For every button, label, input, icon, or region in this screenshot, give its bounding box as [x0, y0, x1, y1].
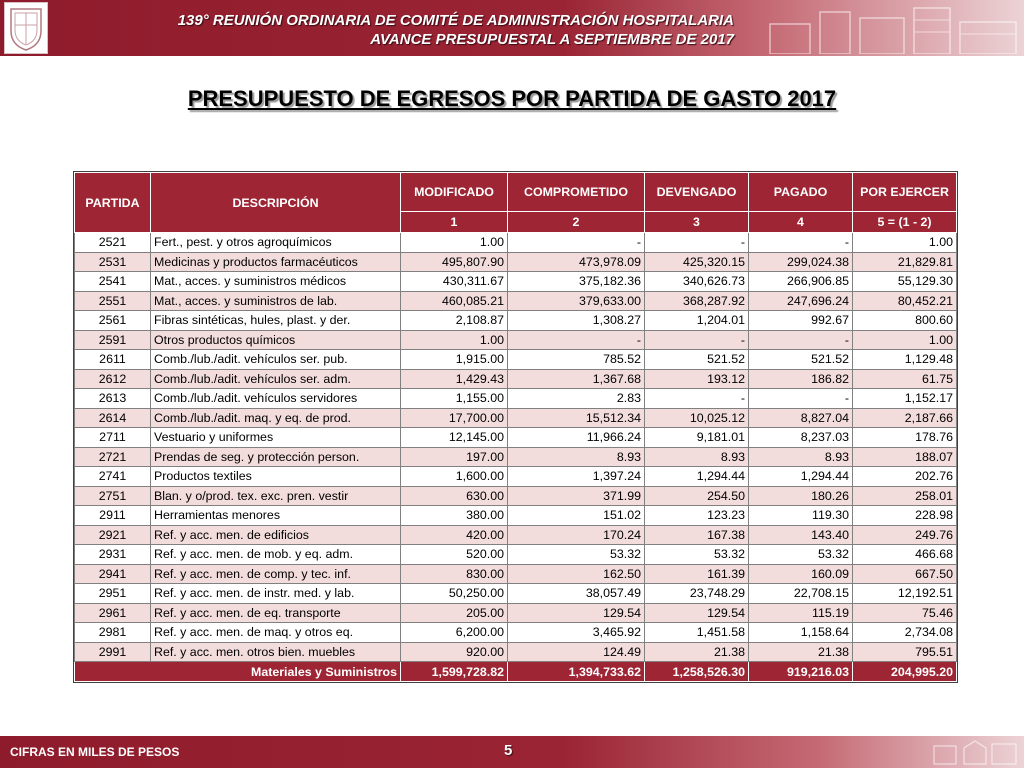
cell-pagado: 22,708.15 — [749, 584, 853, 604]
subheader-2: 2 — [508, 212, 645, 233]
cell-pagado: 21.38 — [749, 642, 853, 662]
table-row — [75, 389, 957, 409]
cell-modificado: 630.00 — [401, 486, 508, 506]
cell-partida: 2541 — [75, 272, 151, 292]
cell-comprometido: 2.83 — [508, 389, 645, 409]
cell-descripcion: Prendas de seg. y protección person. — [151, 447, 401, 467]
cell-pagado: 160.09 — [749, 564, 853, 584]
cell-por-ejercer: 2,734.08 — [853, 623, 957, 643]
cell-comprometido: 473,978.09 — [508, 252, 645, 272]
cell-descripcion: Ref. y acc. men. de maq. y otros eq. — [151, 623, 401, 643]
table-body — [75, 233, 957, 662]
total-label: Materiales y Suministros — [75, 662, 401, 682]
cell-modificado: 920.00 — [401, 642, 508, 662]
cell-descripcion: Ref. y acc. men. de comp. y tec. inf. — [151, 564, 401, 584]
total-pagado: 919,216.03 — [749, 662, 853, 682]
cell-partida: 2612 — [75, 369, 151, 389]
cell-devengado: 123.23 — [645, 506, 749, 526]
cell-descripcion: Blan. y o/prod. tex. exc. pren. vestir — [151, 486, 401, 506]
cell-devengado: 193.12 — [645, 369, 749, 389]
cell-modificado: 2,108.87 — [401, 311, 508, 331]
cell-por-ejercer: 80,452.21 — [853, 291, 957, 311]
cell-por-ejercer: 75.46 — [853, 603, 957, 623]
header-title — [178, 11, 734, 49]
cell-comprometido: 1,397.24 — [508, 467, 645, 487]
cell-pagado: 53.32 — [749, 545, 853, 565]
subheader-3: 3 — [645, 212, 749, 233]
table-row — [75, 330, 957, 350]
total-comprometido: 1,394,733.62 — [508, 662, 645, 682]
cell-pagado: - — [749, 233, 853, 253]
cell-partida: 2921 — [75, 525, 151, 545]
cell-descripcion: Ref. y acc. men. otros bien. muebles — [151, 642, 401, 662]
cell-descripcion: Comb./lub./adit. vehículos ser. adm. — [151, 369, 401, 389]
cell-por-ejercer: 667.50 — [853, 564, 957, 584]
cell-devengado: 340,626.73 — [645, 272, 749, 292]
cell-por-ejercer: 178.76 — [853, 428, 957, 448]
cell-comprometido: 3,465.92 — [508, 623, 645, 643]
cell-partida: 2551 — [75, 291, 151, 311]
cell-partida: 2961 — [75, 603, 151, 623]
cell-por-ejercer: 1.00 — [853, 330, 957, 350]
cell-comprometido: 375,182.36 — [508, 272, 645, 292]
cell-comprometido: 124.49 — [508, 642, 645, 662]
table-row — [75, 428, 957, 448]
subheader-5: 5 = (1 - 2) — [853, 212, 957, 233]
cell-partida: 2751 — [75, 486, 151, 506]
budget-table — [74, 172, 957, 682]
table-row — [75, 311, 957, 331]
cell-partida: 2521 — [75, 233, 151, 253]
footer-emblem-illustration — [930, 738, 1020, 766]
cell-partida: 2614 — [75, 408, 151, 428]
cell-pagado: 299,024.38 — [749, 252, 853, 272]
cell-modificado: 495,807.90 — [401, 252, 508, 272]
cell-por-ejercer: 258.01 — [853, 486, 957, 506]
cell-por-ejercer: 228.98 — [853, 506, 957, 526]
cell-partida: 2561 — [75, 311, 151, 331]
cell-partida: 2931 — [75, 545, 151, 565]
table-row — [75, 369, 957, 389]
cell-partida: 2991 — [75, 642, 151, 662]
cell-modificado: 1,600.00 — [401, 467, 508, 487]
table-row — [75, 447, 957, 467]
page-number: 5 — [504, 742, 513, 759]
cell-partida: 2591 — [75, 330, 151, 350]
header-modificado: MODIFICADO — [401, 173, 508, 212]
cell-modificado: 380.00 — [401, 506, 508, 526]
cell-devengado: - — [645, 330, 749, 350]
cell-comprometido: 371.99 — [508, 486, 645, 506]
cell-devengado: 8.93 — [645, 447, 749, 467]
cell-descripcion: Comb./lub./adit. vehículos servidores — [151, 389, 401, 409]
cell-modificado: 420.00 — [401, 525, 508, 545]
cell-comprometido: 1,308.27 — [508, 311, 645, 331]
cell-pagado: 266,906.85 — [749, 272, 853, 292]
cell-modificado: 1,915.00 — [401, 350, 508, 370]
table-row — [75, 291, 957, 311]
cell-devengado: 425,320.15 — [645, 252, 749, 272]
cell-por-ejercer: 795.51 — [853, 642, 957, 662]
cell-devengado: 53.32 — [645, 545, 749, 565]
cell-pagado: 8,827.04 — [749, 408, 853, 428]
table-header-row — [75, 173, 957, 212]
cell-devengado: 254.50 — [645, 486, 749, 506]
cell-por-ejercer: 2,187.66 — [853, 408, 957, 428]
table-row — [75, 252, 957, 272]
cell-modificado: 1,429.43 — [401, 369, 508, 389]
cell-devengado: 10,025.12 — [645, 408, 749, 428]
cell-por-ejercer: 202.76 — [853, 467, 957, 487]
header-descripcion: DESCRIPCIÓN — [151, 173, 401, 233]
table-row — [75, 506, 957, 526]
cell-descripcion: Mat., acces. y suministros de lab. — [151, 291, 401, 311]
cell-modificado: 460,085.21 — [401, 291, 508, 311]
header-comprometido: COMPROMETIDO — [508, 173, 645, 212]
cell-descripcion: Otros productos químicos — [151, 330, 401, 350]
cell-partida: 2613 — [75, 389, 151, 409]
cell-modificado: 830.00 — [401, 564, 508, 584]
cell-modificado: 12,145.00 — [401, 428, 508, 448]
cell-modificado: 1,155.00 — [401, 389, 508, 409]
cell-por-ejercer: 1,152.17 — [853, 389, 957, 409]
cell-descripcion: Mat., acces. y suministros médicos — [151, 272, 401, 292]
cell-partida: 2911 — [75, 506, 151, 526]
cell-partida: 2611 — [75, 350, 151, 370]
subheader-4: 4 — [749, 212, 853, 233]
cell-descripcion: Herramientas menores — [151, 506, 401, 526]
cell-modificado: 1.00 — [401, 233, 508, 253]
cell-partida: 2721 — [75, 447, 151, 467]
header-devengado: DEVENGADO — [645, 173, 749, 212]
cell-modificado: 6,200.00 — [401, 623, 508, 643]
cell-comprometido: - — [508, 330, 645, 350]
cell-descripcion: Ref. y acc. men. de instr. med. y lab. — [151, 584, 401, 604]
cell-por-ejercer: 61.75 — [853, 369, 957, 389]
total-devengado: 1,258,526.30 — [645, 662, 749, 682]
cell-modificado: 17,700.00 — [401, 408, 508, 428]
cell-descripcion: Ref. y acc. men. de mob. y eq. adm. — [151, 545, 401, 565]
cell-por-ejercer: 188.07 — [853, 447, 957, 467]
cell-comprometido: 162.50 — [508, 564, 645, 584]
cell-partida: 2981 — [75, 623, 151, 643]
cell-descripcion: Vestuario y uniformes — [151, 428, 401, 448]
slide-header — [0, 0, 1024, 56]
cell-pagado: 521.52 — [749, 350, 853, 370]
table-row — [75, 233, 957, 253]
cell-descripcion: Ref. y acc. men. de edificios — [151, 525, 401, 545]
cell-descripcion: Comb./lub./adit. maq. y eq. de prod. — [151, 408, 401, 428]
cell-por-ejercer: 800.60 — [853, 311, 957, 331]
cell-por-ejercer: 1,129.48 — [853, 350, 957, 370]
cell-por-ejercer: 249.76 — [853, 525, 957, 545]
table-row — [75, 525, 957, 545]
table-row — [75, 408, 957, 428]
cell-descripcion: Fert., pest. y otros agroquímicos — [151, 233, 401, 253]
table-row — [75, 350, 957, 370]
cell-modificado: 1.00 — [401, 330, 508, 350]
header-por-ejercer: POR EJERCER — [853, 173, 957, 212]
cell-pagado: 180.26 — [749, 486, 853, 506]
table-row — [75, 584, 957, 604]
total-por-ejercer: 204,995.20 — [853, 662, 957, 682]
cell-comprometido: 785.52 — [508, 350, 645, 370]
header-partida: PARTIDA — [75, 173, 151, 233]
cell-comprometido: 151.02 — [508, 506, 645, 526]
table-row — [75, 545, 957, 565]
cell-comprometido: 11,966.24 — [508, 428, 645, 448]
cell-modificado: 520.00 — [401, 545, 508, 565]
cell-devengado: 1,294.44 — [645, 467, 749, 487]
cell-partida: 2711 — [75, 428, 151, 448]
cell-pagado: 1,158.64 — [749, 623, 853, 643]
cell-comprometido: - — [508, 233, 645, 253]
cell-pagado: 247,696.24 — [749, 291, 853, 311]
cell-partida: 2951 — [75, 584, 151, 604]
cell-pagado: 186.82 — [749, 369, 853, 389]
table-row — [75, 467, 957, 487]
cell-descripcion: Comb./lub./adit. vehículos ser. pub. — [151, 350, 401, 370]
cell-devengado: 521.52 — [645, 350, 749, 370]
header-title-line1: 139° REUNIÓN ORDINARIA DE COMITÉ DE ADMINISTRACIÓN HOSPITALARIA — [177, 12, 734, 29]
table-row — [75, 564, 957, 584]
cell-partida: 2741 — [75, 467, 151, 487]
table-row — [75, 486, 957, 506]
cell-devengado: 368,287.92 — [645, 291, 749, 311]
page-title: PRESUPUESTO DE EGRESOS POR PARTIDA DE GASTO 2017 — [187, 86, 837, 111]
cell-comprometido: 15,512.34 — [508, 408, 645, 428]
total-modificado: 1,599,728.82 — [401, 662, 508, 682]
table-row — [75, 272, 957, 292]
cell-pagado: 8.93 — [749, 447, 853, 467]
cell-pagado: - — [749, 389, 853, 409]
cell-comprometido: 129.54 — [508, 603, 645, 623]
cell-devengado: 1,451.58 — [645, 623, 749, 643]
cell-devengado: 161.39 — [645, 564, 749, 584]
cell-comprometido: 53.32 — [508, 545, 645, 565]
cell-pagado: 119.30 — [749, 506, 853, 526]
table-row — [75, 603, 957, 623]
cell-descripcion: Medicinas y productos farmacéuticos — [151, 252, 401, 272]
cell-devengado: 129.54 — [645, 603, 749, 623]
cell-pagado: 992.67 — [749, 311, 853, 331]
subheader-1: 1 — [401, 212, 508, 233]
cell-por-ejercer: 466.68 — [853, 545, 957, 565]
cell-descripcion: Fibras sintéticas, hules, plast. y der. — [151, 311, 401, 331]
cell-modificado: 197.00 — [401, 447, 508, 467]
cell-partida: 2531 — [75, 252, 151, 272]
table-row — [75, 623, 957, 643]
slide-footer — [0, 736, 1024, 768]
cell-pagado: 115.19 — [749, 603, 853, 623]
cell-comprometido: 379,633.00 — [508, 291, 645, 311]
table-total-row — [75, 662, 957, 682]
header-pagado: PAGADO — [749, 173, 853, 212]
university-crest-logo — [4, 2, 48, 54]
cell-modificado: 50,250.00 — [401, 584, 508, 604]
cell-descripcion: Ref. y acc. men. de eq. transporte — [151, 603, 401, 623]
cell-comprometido: 1,367.68 — [508, 369, 645, 389]
cell-devengado: 23,748.29 — [645, 584, 749, 604]
cell-comprometido: 170.24 — [508, 525, 645, 545]
cell-pagado: 143.40 — [749, 525, 853, 545]
cell-por-ejercer: 21,829.81 — [853, 252, 957, 272]
cell-modificado: 430,311.67 — [401, 272, 508, 292]
cell-pagado: - — [749, 330, 853, 350]
cell-modificado: 205.00 — [401, 603, 508, 623]
cell-devengado: 21.38 — [645, 642, 749, 662]
table-row — [75, 642, 957, 662]
hospital-building-illustration — [760, 4, 1024, 54]
cell-comprometido: 38,057.49 — [508, 584, 645, 604]
cell-devengado: - — [645, 233, 749, 253]
cell-devengado: 9,181.01 — [645, 428, 749, 448]
cell-partida: 2941 — [75, 564, 151, 584]
cell-por-ejercer: 12,192.51 — [853, 584, 957, 604]
cell-pagado: 1,294.44 — [749, 467, 853, 487]
cell-devengado: - — [645, 389, 749, 409]
cell-por-ejercer: 1.00 — [853, 233, 957, 253]
cell-por-ejercer: 55,129.30 — [853, 272, 957, 292]
cell-devengado: 167.38 — [645, 525, 749, 545]
cell-devengado: 1,204.01 — [645, 311, 749, 331]
cell-comprometido: 8.93 — [508, 447, 645, 467]
cell-descripcion: Productos textiles — [151, 467, 401, 487]
footer-note: CIFRAS EN MILES DE PESOS — [10, 745, 180, 759]
header-title-line2: AVANCE PRESUPUESTAL A SEPTIEMBRE DE 2017 — [370, 31, 734, 48]
cell-pagado: 8,237.03 — [749, 428, 853, 448]
